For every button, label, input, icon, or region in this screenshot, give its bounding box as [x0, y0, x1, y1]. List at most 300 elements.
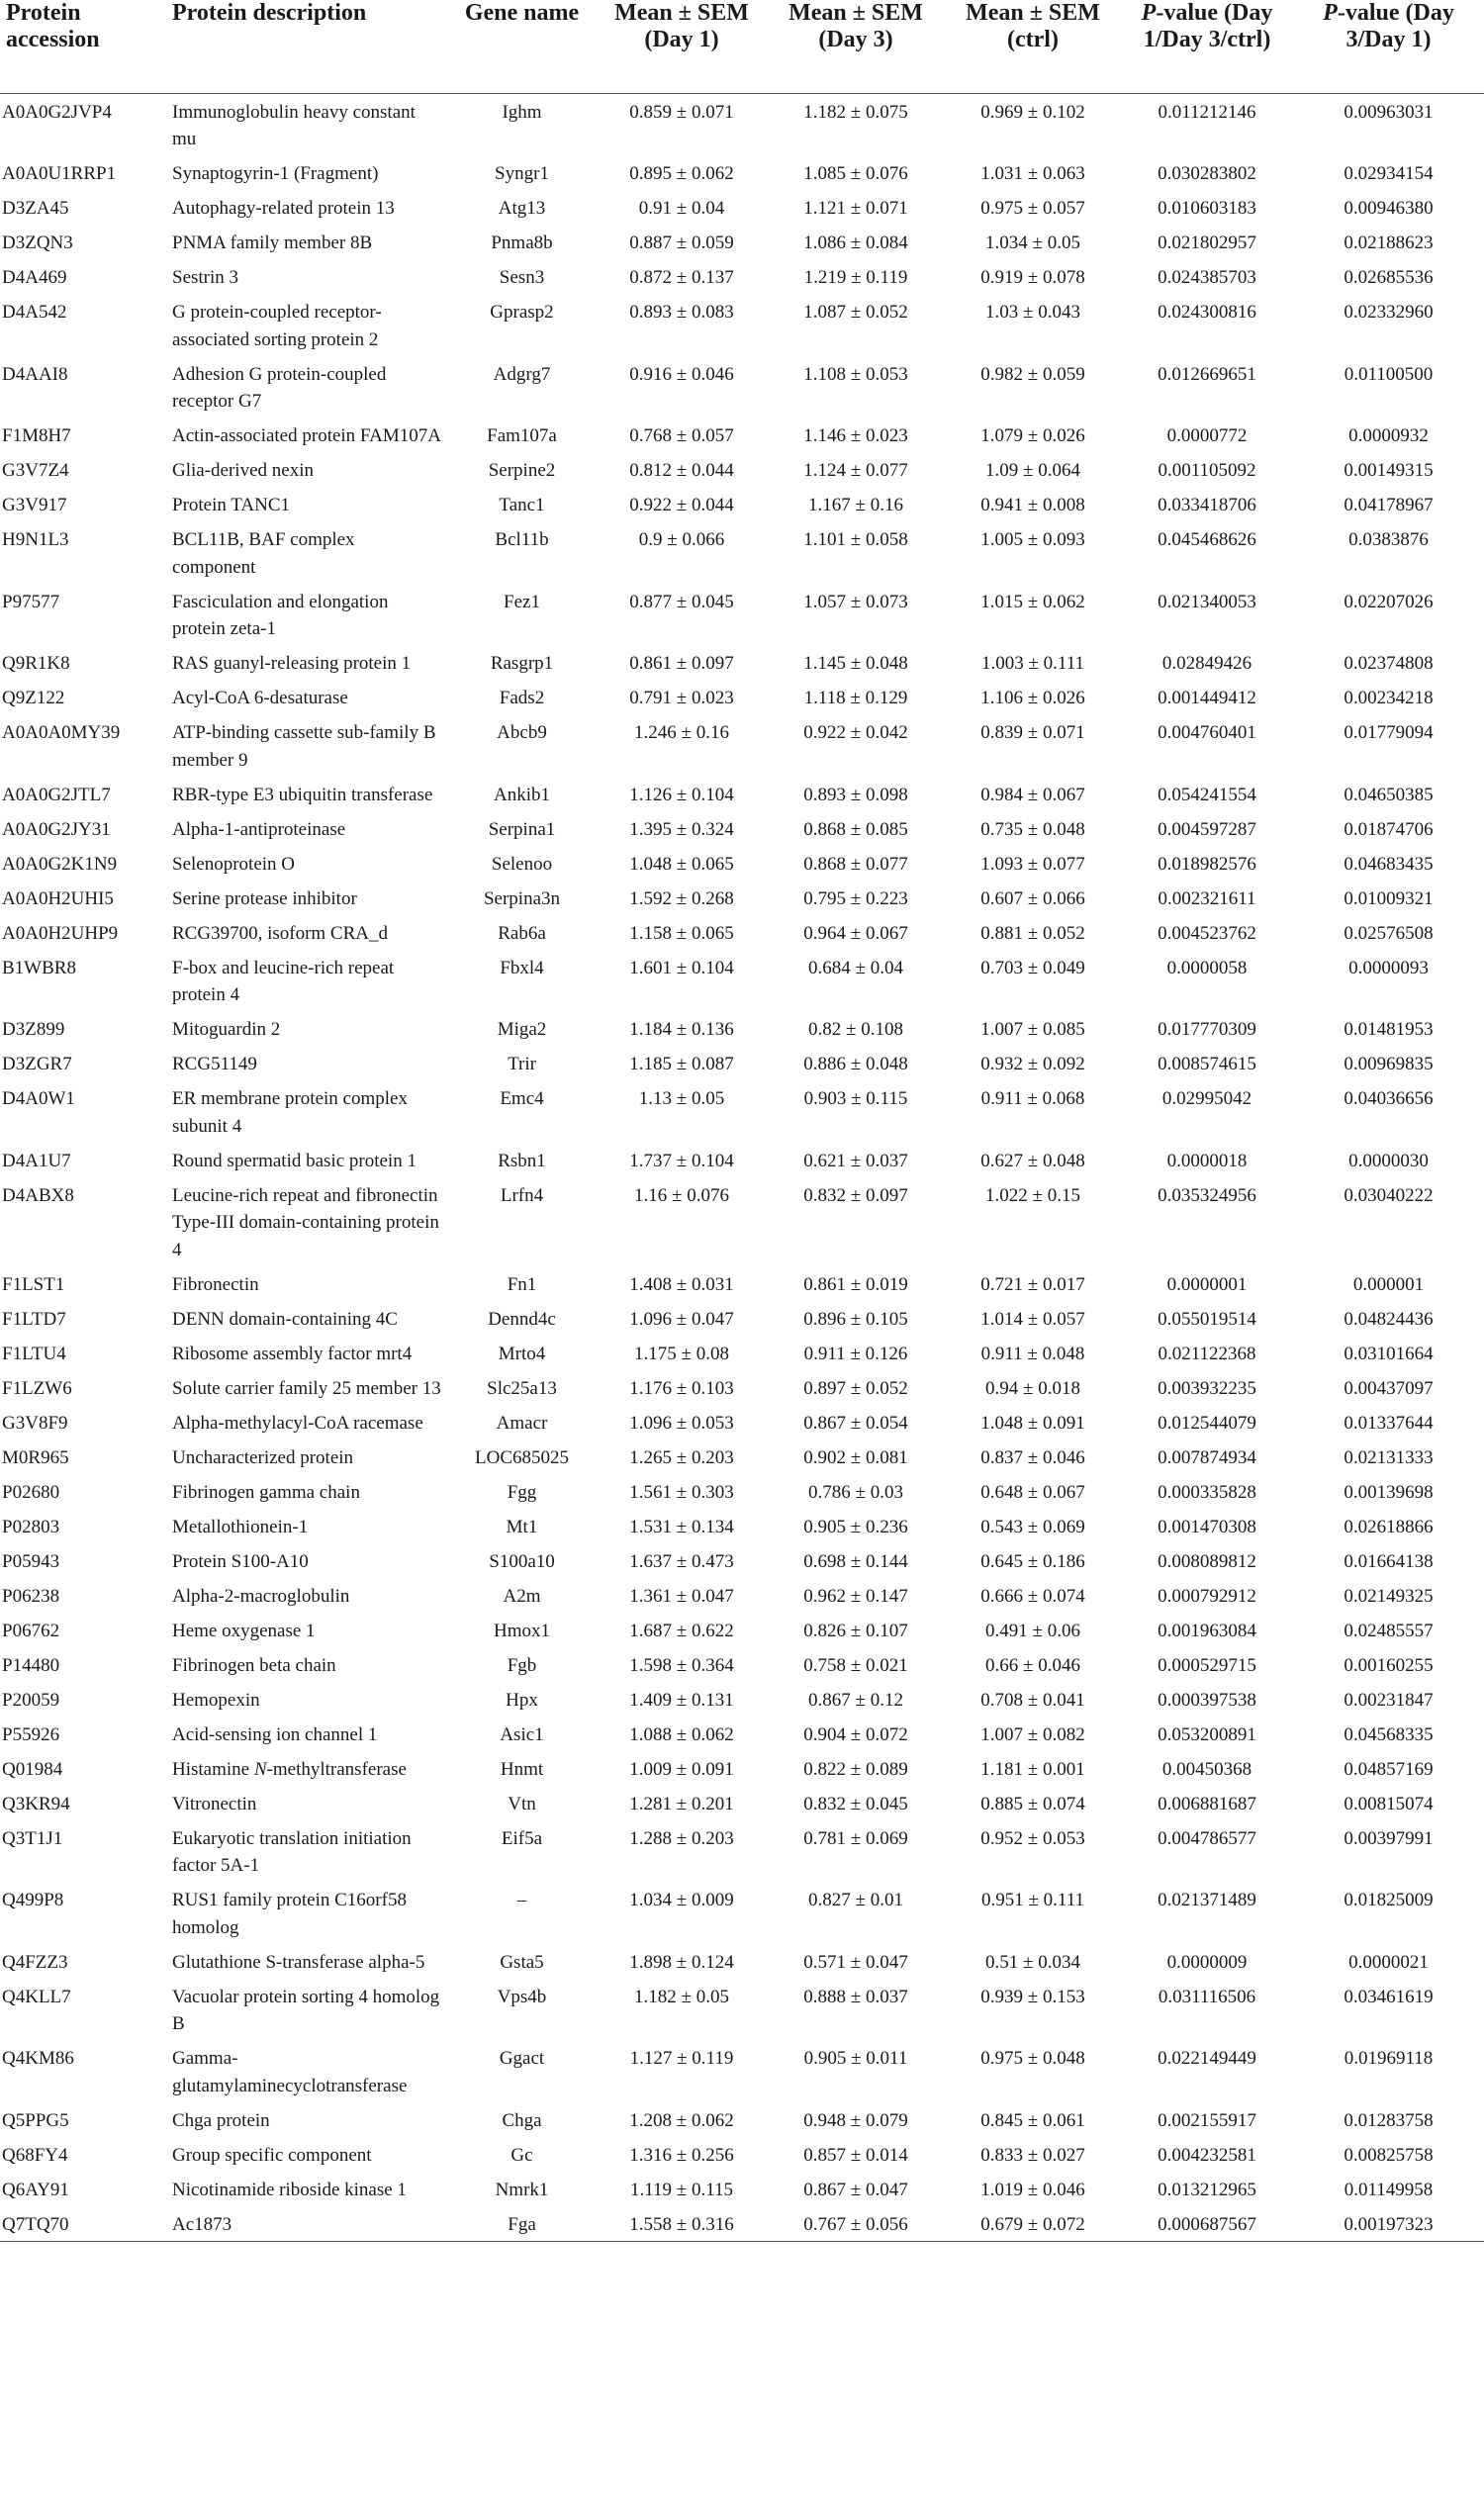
cell-mean-day1: 1.598 ± 0.364	[629, 1654, 734, 1676]
cell-p-value-day3-day1: 0.03040222	[1344, 1184, 1434, 1206]
cell-mean-day1: 1.048 ± 0.065	[629, 853, 734, 875]
cell-mean-ctrl: 0.939 ± 0.153	[980, 1986, 1085, 2007]
cell-mean-ctrl: 1.03 ± 0.043	[985, 302, 1080, 323]
cell-gene-name: A2m	[503, 1585, 541, 1607]
cell-description: Adhesion G protein-coupled receptor G7	[172, 363, 387, 412]
cell-description: Alpha-2-macroglobulin	[172, 1585, 350, 1607]
cell-mean-day1: 0.791 ± 0.023	[629, 688, 734, 708]
table-row	[0, 811, 1484, 846]
cell-accession: A0A0H2UHI5	[2, 887, 114, 909]
cell-p-value-day3-day1: 0.04178967	[1344, 495, 1434, 515]
cell-description: RAS guanyl-releasing protein 1	[172, 653, 412, 674]
cell-p-value-day3-day1: 0.00946380	[1344, 198, 1434, 219]
cell-gene-name: Ighm	[502, 101, 542, 123]
cell-gene-name: Trir	[508, 1054, 536, 1074]
cell-accession: P06238	[2, 1585, 60, 1607]
cell-mean-day3: 0.888 ± 0.037	[803, 1986, 908, 2007]
cell-p-value-all: 0.021122368	[1158, 1343, 1256, 1364]
cell-mean-day1: 1.176 ± 0.103	[629, 1377, 734, 1399]
cell-mean-ctrl: 1.015 ± 0.062	[980, 591, 1085, 612]
table-row	[0, 452, 1484, 487]
cell-mean-day3: 0.905 ± 0.011	[803, 2048, 908, 2069]
cell-description: Protein TANC1	[172, 495, 290, 515]
cell-accession: A0A0A0MY39	[2, 722, 121, 743]
cell-gene-name: Fga	[447, 2206, 597, 2242]
cell-description: Ribosome assembly factor mrt4	[172, 1343, 413, 1364]
cell-p-value-day3-day1: 0.02188623	[1344, 232, 1434, 253]
cell-p-value-day3-day1: 0.04568335	[1344, 1723, 1434, 1745]
cell-accession: M0R965	[2, 1446, 69, 1468]
cell-mean-ctrl: 1.09 ± 0.064	[985, 460, 1080, 481]
table-row	[0, 714, 1484, 777]
cell-mean-day1: 0.768 ± 0.057	[629, 425, 734, 446]
header-mean-day1: Mean ± SEM (Day 1)	[597, 0, 767, 93]
cell-mean-day3: 0.832 ± 0.097	[803, 1184, 908, 1206]
cell-p-value-all: 0.053200891	[1158, 1723, 1256, 1745]
cell-accession: D4A0W1	[2, 1088, 75, 1109]
cell-mean-ctrl: 0.952 ± 0.053	[980, 1827, 1085, 1849]
cell-mean-day3: 0.897 ± 0.052	[803, 1377, 908, 1399]
table-row	[0, 1613, 1484, 1647]
cell-accession: B1WBR8	[2, 957, 76, 978]
cell-gene-name: Adgrg7	[493, 363, 551, 385]
cell-mean-day3: 0.767 ± 0.056	[767, 2206, 945, 2242]
cell-mean-day1: 1.361 ± 0.047	[629, 1585, 734, 1607]
cell-p-value-day3-day1: 0.0000030	[1348, 1150, 1429, 1171]
cell-p-value-day3-day1: 0.01009321	[1344, 887, 1434, 909]
cell-p-value-all: 0.011212146	[1158, 101, 1256, 123]
cell-mean-day3: 1.118 ± 0.129	[803, 688, 908, 708]
cell-mean-day1: 1.185 ± 0.087	[629, 1054, 734, 1074]
cell-mean-day1: 1.184 ± 0.136	[629, 1019, 734, 1040]
cell-p-value-all: 0.007874934	[1158, 1446, 1256, 1468]
cell-p-value-day3-day1: 0.02576508	[1344, 922, 1434, 944]
table-row	[0, 2137, 1484, 2172]
table-row	[0, 1786, 1484, 1820]
cell-accession: A0A0G2JTL7	[2, 784, 111, 805]
cell-p-value-day3-day1: 0.01100500	[1344, 363, 1434, 385]
cell-description: Fibrinogen beta chain	[172, 1654, 336, 1676]
cell-p-value-all: 0.024385703	[1158, 267, 1256, 288]
cell-gene-name: Bcl11b	[495, 529, 549, 550]
cell-gene-name: Ggact	[499, 2048, 545, 2069]
table-row	[0, 1301, 1484, 1336]
table-row	[0, 2102, 1484, 2137]
cell-accession: F1LZW6	[2, 1377, 72, 1399]
cell-mean-day1: 0.861 ± 0.097	[629, 653, 734, 674]
cell-mean-ctrl: 0.919 ± 0.078	[980, 267, 1085, 288]
table-row	[0, 190, 1484, 225]
cell-mean-day3: 0.795 ± 0.223	[803, 887, 908, 909]
cell-mean-day3: 1.167 ± 0.16	[808, 495, 903, 515]
cell-description: Actin-associated protein FAM107A	[172, 425, 441, 446]
cell-mean-ctrl: 0.735 ± 0.048	[980, 818, 1085, 840]
cell-p-value-day3-day1: 0.01664138	[1344, 1550, 1434, 1572]
cell-mean-day3: 0.962 ± 0.147	[803, 1585, 908, 1607]
cell-p-value-all: 0.002155917	[1158, 2109, 1256, 2131]
cell-mean-day3: 0.82 ± 0.108	[808, 1019, 903, 1040]
table-row	[0, 1046, 1484, 1080]
cell-p-value-all: 0.022149449	[1158, 2048, 1256, 2069]
cell-mean-day1: 0.895 ± 0.062	[629, 163, 734, 184]
cell-mean-day1: 1.561 ± 0.303	[629, 1481, 734, 1503]
header-mean-ctrl: Mean ± SEM (ctrl)	[945, 0, 1121, 93]
cell-accession: P14480	[2, 1654, 60, 1676]
cell-p-value-all: 0.054241554	[1158, 784, 1256, 805]
cell-accession: P02680	[2, 1481, 60, 1503]
cell-accession: F1LTU4	[2, 1343, 66, 1364]
cell-description: RCG39700, isoform CRA_d	[172, 922, 388, 944]
cell-accession: P02803	[2, 1516, 60, 1537]
cell-accession: D3ZQN3	[2, 232, 73, 253]
cell-p-value-all: 0.000335828	[1158, 1481, 1256, 1503]
cell-mean-day3: 0.867 ± 0.047	[803, 2179, 908, 2200]
cell-p-value-all: 0.001105092	[1158, 460, 1256, 481]
cell-mean-day1: 1.034 ± 0.009	[629, 1890, 734, 1910]
header-p-suffix: -value (Day 1/Day 3/ctrl)	[1143, 0, 1273, 52]
header-gene-name: Gene name	[447, 0, 597, 93]
cell-p-value-day3-day1: 0.04824436	[1344, 1308, 1434, 1330]
cell-gene-name: Lrfn4	[500, 1184, 544, 1206]
cell-description: BCL11B, BAF complex component	[172, 529, 355, 578]
cell-p-value-all: 0.004760401	[1158, 722, 1256, 743]
cell-gene-name: Mt1	[506, 1516, 538, 1537]
cell-mean-day1: 1.009 ± 0.091	[629, 1758, 734, 1780]
table-row	[0, 1682, 1484, 1717]
cell-p-value-day3-day1: 0.02685536	[1344, 267, 1434, 288]
cell-mean-day1: 1.158 ± 0.065	[629, 922, 734, 944]
cell-mean-day1: 1.531 ± 0.134	[629, 1516, 734, 1537]
cell-mean-day1: 1.408 ± 0.031	[629, 1273, 734, 1295]
cell-p-value-all: 0.017770309	[1158, 1019, 1256, 1040]
cell-gene-name: Mrto4	[498, 1343, 546, 1364]
cell-mean-ctrl: 0.607 ± 0.066	[980, 887, 1085, 909]
cell-mean-ctrl: 0.679 ± 0.072	[945, 2206, 1121, 2242]
cell-gene-name: Nmrk1	[495, 2179, 549, 2200]
cell-mean-day3: 0.911 ± 0.126	[803, 1343, 908, 1364]
cell-accession: Q7TQ70	[0, 2206, 166, 2242]
table-row	[0, 155, 1484, 190]
cell-mean-day1: 1.288 ± 0.203	[629, 1827, 734, 1849]
cell-mean-day1: 1.637 ± 0.473	[629, 1550, 734, 1572]
cell-mean-ctrl: 0.703 ± 0.049	[980, 957, 1085, 978]
cell-p-value-all: 0.002321611	[1158, 887, 1256, 909]
cell-mean-day1: 1.182 ± 0.05	[634, 1986, 729, 2007]
cell-p-value-all: 0.000397538	[1158, 1689, 1256, 1711]
cell-p-value-day3-day1: 0.03461619	[1344, 1986, 1434, 2007]
cell-p-value-day3-day1: 0.0383876	[1348, 529, 1429, 550]
cell-accession: Q4FZZ3	[2, 1951, 68, 1973]
cell-description: Autophagy-related protein 13	[172, 198, 395, 219]
cell-mean-day3: 0.868 ± 0.085	[803, 818, 908, 840]
cell-gene-name: LOC685025	[475, 1446, 569, 1468]
header-p-suffix: -value (Day 3/Day 1)	[1337, 0, 1454, 52]
cell-p-value-all: 0.001963084	[1158, 1620, 1256, 1641]
cell-gene-name: S100a10	[489, 1550, 555, 1572]
cell-accession: G3V7Z4	[2, 460, 69, 481]
cell-p-value-all: 0.004786577	[1158, 1827, 1256, 1849]
cell-description: Solute carrier family 25 member 13	[172, 1377, 441, 1399]
cell-p-value-all: 0.0000009	[1166, 1951, 1248, 1973]
cell-p-value-all: 0.001449412	[1158, 688, 1256, 708]
table-row	[0, 2206, 1484, 2242]
cell-mean-day3: 0.948 ± 0.079	[803, 2109, 908, 2131]
cell-p-value-all: 0.02849426	[1161, 653, 1252, 674]
cell-mean-ctrl: 1.079 ± 0.026	[980, 425, 1085, 446]
cell-accession: D3Z899	[2, 1019, 65, 1040]
cell-accession: Q499P8	[2, 1890, 64, 1910]
cell-accession: P97577	[2, 591, 60, 612]
cell-description: ER membrane protein complex subunit 4	[172, 1088, 408, 1137]
table-row	[0, 487, 1484, 521]
cell-gene-name: Chga	[502, 2109, 542, 2131]
cell-p-value-day3-day1: 0.02485557	[1344, 1620, 1434, 1641]
cell-gene-name: Serpine2	[488, 460, 556, 481]
table-row	[0, 356, 1484, 418]
cell-mean-ctrl: 1.048 ± 0.091	[980, 1412, 1085, 1434]
description-part: Histamine	[172, 1758, 254, 1780]
cell-description: RBR-type E3 ubiquitin transferase	[172, 784, 433, 805]
cell-p-value-day3-day1: 0.00197323	[1293, 2206, 1484, 2242]
cell-gene-name: Ankib1	[494, 784, 550, 805]
cell-p-value-day3-day1: 0.04036656	[1344, 1088, 1434, 1109]
cell-p-value-day3-day1: 0.01337644	[1344, 1412, 1434, 1434]
cell-p-value-day3-day1: 0.01149958	[1344, 2179, 1434, 2200]
cell-accession: A0A0H2UHP9	[2, 922, 119, 944]
cell-p-value-all: 0.033418706	[1158, 495, 1256, 515]
cell-gene-name: Emc4	[500, 1088, 544, 1109]
cell-accession: G3V8F9	[2, 1412, 68, 1434]
header-protein-accession: Protein accession	[0, 0, 166, 93]
cell-description: Eukaryotic translation initiation factor 5A-1	[172, 1827, 412, 1876]
cell-description: Alpha-1-antiproteinase	[172, 818, 346, 840]
cell-mean-day3: 0.886 ± 0.048	[803, 1054, 908, 1074]
cell-mean-day3: 1.145 ± 0.048	[803, 653, 908, 674]
cell-accession: P06762	[2, 1620, 60, 1641]
table-row	[0, 1578, 1484, 1613]
cell-description: PNMA family member 8B	[172, 232, 373, 253]
cell-p-value-all: 0.0000772	[1166, 425, 1248, 446]
header-p-italic: P	[1141, 0, 1157, 26]
cell-mean-ctrl: 0.627 ± 0.048	[980, 1150, 1085, 1171]
cell-gene-name: Asic1	[500, 1723, 544, 1745]
cell-accession: G3V917	[2, 495, 67, 515]
cell-accession: D3ZA45	[2, 198, 69, 219]
cell-p-value-day3-day1: 0.00149315	[1344, 460, 1434, 481]
cell-description: Acid-sensing ion channel 1	[172, 1723, 378, 1745]
cell-accession: D4A469	[2, 267, 67, 288]
table-row	[0, 1509, 1484, 1543]
cell-p-value-day3-day1: 0.00234218	[1344, 688, 1434, 708]
cell-p-value-day3-day1: 0.00231847	[1344, 1689, 1434, 1711]
cell-p-value-day3-day1: 0.02934154	[1344, 163, 1434, 184]
cell-mean-day3: 0.822 ± 0.089	[803, 1758, 908, 1780]
cell-mean-ctrl: 1.003 ± 0.111	[980, 653, 1085, 674]
cell-p-value-all: 0.02995042	[1161, 1088, 1252, 1109]
table-row	[0, 418, 1484, 452]
cell-description: Sestrin 3	[172, 267, 239, 288]
cell-mean-ctrl: 0.721 ± 0.017	[980, 1273, 1085, 1295]
cell-mean-day3: 0.827 ± 0.01	[808, 1890, 903, 1910]
cell-mean-ctrl: 1.031 ± 0.063	[980, 163, 1085, 184]
cell-mean-day1: 1.592 ± 0.268	[629, 887, 734, 909]
cell-p-value-day3-day1: 0.000001	[1352, 1273, 1425, 1295]
cell-mean-day3: 1.057 ± 0.073	[803, 591, 908, 612]
cell-accession: A0A0G2JY31	[2, 818, 111, 840]
cell-mean-day3: 0.861 ± 0.019	[803, 1273, 908, 1295]
cell-description: Mitoguardin 2	[172, 1019, 281, 1040]
cell-mean-day1: 0.859 ± 0.071	[629, 101, 734, 123]
cell-mean-day1: 1.246 ± 0.16	[634, 722, 729, 743]
cell-p-value-all: 0.000792912	[1158, 1585, 1256, 1607]
cell-p-value-all: 0.006881687	[1158, 1793, 1256, 1814]
cell-mean-day3: 0.922 ± 0.042	[803, 722, 908, 743]
table-header	[0, 0, 1484, 93]
cell-mean-ctrl: 0.982 ± 0.059	[980, 363, 1085, 385]
cell-description: Fasciculation and elongation protein zeta-1	[172, 591, 389, 639]
cell-description: Gamma-glutamylaminecyclotransferase	[172, 2048, 408, 2096]
cell-p-value-day3-day1: 0.00969835	[1344, 1054, 1434, 1074]
cell-mean-day1: 1.558 ± 0.316	[597, 2206, 767, 2242]
cell-description: G protein-coupled receptor-associated sorting protein 2	[172, 302, 382, 350]
table-row	[0, 93, 1484, 155]
cell-accession: Q9Z122	[2, 688, 65, 708]
cell-accession: Q5PPG5	[2, 2109, 69, 2131]
cell-mean-day3: 1.121 ± 0.071	[803, 198, 908, 219]
table-row	[0, 1979, 1484, 2041]
cell-p-value-all: 0.008574615	[1158, 1054, 1256, 1074]
cell-mean-day3: 1.101 ± 0.058	[803, 529, 908, 550]
cell-gene-name: Amacr	[496, 1412, 548, 1434]
cell-description: Synaptogyrin-1 (Fragment)	[172, 163, 379, 184]
cell-mean-ctrl: 0.951 ± 0.111	[980, 1890, 1085, 1910]
cell-gene-name: Fgb	[507, 1654, 537, 1676]
cell-accession: Q4KM86	[2, 2048, 74, 2069]
cell-p-value-day3-day1: 0.00160255	[1344, 1654, 1434, 1676]
cell-mean-ctrl: 0.491 ± 0.06	[985, 1620, 1080, 1641]
cell-p-value-all: 0.021371489	[1158, 1890, 1256, 1910]
cell-mean-day3: 0.868 ± 0.077	[803, 853, 908, 875]
cell-mean-day1: 1.687 ± 0.622	[629, 1620, 734, 1641]
cell-mean-ctrl: 1.005 ± 0.093	[980, 529, 1085, 550]
table-row	[0, 259, 1484, 294]
header-mean-day3: Mean ± SEM (Day 3)	[767, 0, 945, 93]
cell-accession: P05943	[2, 1550, 60, 1572]
cell-p-value-all: 0.012544079	[1158, 1412, 1256, 1434]
cell-p-value-all: 0.013212965	[1158, 2179, 1256, 2200]
cell-mean-day3: 1.124 ± 0.077	[803, 460, 908, 481]
cell-mean-day1: 1.737 ± 0.104	[629, 1150, 734, 1171]
cell-p-value-day3-day1: 0.01825009	[1344, 1890, 1434, 1910]
cell-accession: F1M8H7	[2, 425, 71, 446]
cell-mean-ctrl: 0.932 ± 0.092	[980, 1054, 1085, 1074]
header-p-italic: P	[1323, 0, 1338, 26]
cell-p-value-day3-day1: 0.01283758	[1344, 2109, 1434, 2131]
cell-p-value-all: 0.0000058	[1166, 957, 1248, 978]
cell-accession: H9N1L3	[2, 529, 69, 550]
cell-mean-day1: 1.16 ± 0.076	[634, 1184, 729, 1206]
cell-mean-day3: 0.781 ± 0.069	[803, 1827, 908, 1849]
cell-mean-day3: 1.182 ± 0.075	[803, 101, 908, 123]
cell-mean-ctrl: 0.941 ± 0.008	[980, 495, 1085, 515]
header-protein-description: Protein description	[166, 0, 447, 93]
cell-mean-ctrl: 0.66 ± 0.046	[985, 1654, 1080, 1676]
cell-accession: D4A542	[2, 302, 67, 323]
cell-accession: Q6AY91	[2, 2179, 69, 2200]
cell-description: Vitronectin	[172, 1793, 257, 1814]
cell-gene-name: Vtn	[508, 1793, 536, 1814]
cell-mean-day3: 0.964 ± 0.067	[803, 922, 908, 944]
cell-mean-ctrl: 1.106 ± 0.026	[980, 688, 1085, 708]
table-row	[0, 1944, 1484, 1979]
cell-p-value-all: 0.021340053	[1158, 591, 1256, 612]
cell-description: Vacuolar protein sorting 4 homolog B	[172, 1986, 440, 2034]
cell-mean-day1: 1.13 ± 0.05	[638, 1088, 725, 1109]
cell-mean-ctrl: 0.708 ± 0.041	[980, 1689, 1085, 1711]
cell-p-value-all: 0.008089812	[1158, 1550, 1256, 1572]
cell-description: Serine protease inhibitor	[172, 887, 357, 909]
cell-description	[166, 1751, 447, 1786]
cell-mean-day1: 1.265 ± 0.203	[629, 1446, 734, 1468]
cell-p-value-all: 0.024300816	[1158, 302, 1256, 323]
cell-description: Group specific component	[172, 2144, 372, 2166]
cell-p-value-all: 0.001470308	[1158, 1516, 1256, 1537]
cell-gene-name: Pnma8b	[491, 232, 553, 253]
cell-p-value-all: 0.030283802	[1158, 163, 1256, 184]
cell-gene-name: Dennd4c	[488, 1308, 556, 1330]
cell-mean-day1: 1.096 ± 0.047	[629, 1308, 734, 1330]
cell-p-value-day3-day1: 0.0000093	[1348, 957, 1429, 978]
cell-mean-day1: 1.088 ± 0.062	[629, 1723, 734, 1745]
cell-accession: P20059	[2, 1689, 60, 1711]
cell-mean-ctrl: 0.837 ± 0.046	[980, 1446, 1085, 1468]
cell-mean-ctrl: 1.019 ± 0.046	[980, 2179, 1085, 2200]
cell-description: Hemopexin	[172, 1689, 260, 1711]
cell-accession: P55926	[2, 1723, 60, 1745]
cell-accession: D4ABX8	[2, 1184, 74, 1206]
cell-p-value-all: 0.003932235	[1158, 1377, 1256, 1399]
cell-description: DENN domain-containing 4C	[172, 1308, 398, 1330]
cell-p-value-day3-day1: 0.01481953	[1344, 1019, 1434, 1040]
cell-mean-day1: 0.812 ± 0.044	[629, 460, 734, 481]
description-part: -methyltransferase	[266, 1758, 407, 1780]
cell-mean-day3: 0.903 ± 0.115	[803, 1088, 908, 1109]
cell-gene-name: Fbxl4	[500, 957, 544, 978]
cell-gene-name: Gc	[510, 2144, 533, 2166]
cell-mean-day3: 0.867 ± 0.054	[803, 1412, 908, 1434]
cell-p-value-day3-day1: 0.00825758	[1344, 2144, 1434, 2166]
cell-description: Glutathione S-transferase alpha-5	[172, 1951, 425, 1973]
cell-p-value-day3-day1: 0.01874706	[1344, 818, 1434, 840]
cell-mean-day3: 0.826 ± 0.107	[803, 1620, 908, 1641]
cell-mean-ctrl: 0.648 ± 0.067	[980, 1481, 1085, 1503]
cell-p-value-day3-day1: 0.04857169	[1344, 1758, 1434, 1780]
cell-description: RCG51149	[172, 1054, 257, 1074]
cell-mean-day1: 1.898 ± 0.124	[629, 1951, 734, 1973]
cell-mean-day1: 0.893 ± 0.083	[629, 302, 734, 323]
cell-accession: A0A0U1RRP1	[2, 163, 117, 184]
cell-p-value-day3-day1: 0.03101664	[1344, 1343, 1434, 1364]
cell-p-value-all: 0.021802957	[1158, 232, 1256, 253]
table-row	[0, 680, 1484, 714]
cell-mean-ctrl: 0.969 ± 0.102	[980, 101, 1085, 123]
cell-mean-day1: 0.916 ± 0.046	[629, 363, 734, 385]
cell-description: ATP-binding cassette sub-family B member 9	[172, 722, 436, 771]
cell-p-value-all: 0.000529715	[1158, 1654, 1256, 1676]
cell-gene-name: Slc25a13	[487, 1377, 557, 1399]
cell-mean-ctrl: 0.94 ± 0.018	[985, 1377, 1080, 1399]
cell-p-value-all: 0.00450368	[1161, 1758, 1252, 1780]
